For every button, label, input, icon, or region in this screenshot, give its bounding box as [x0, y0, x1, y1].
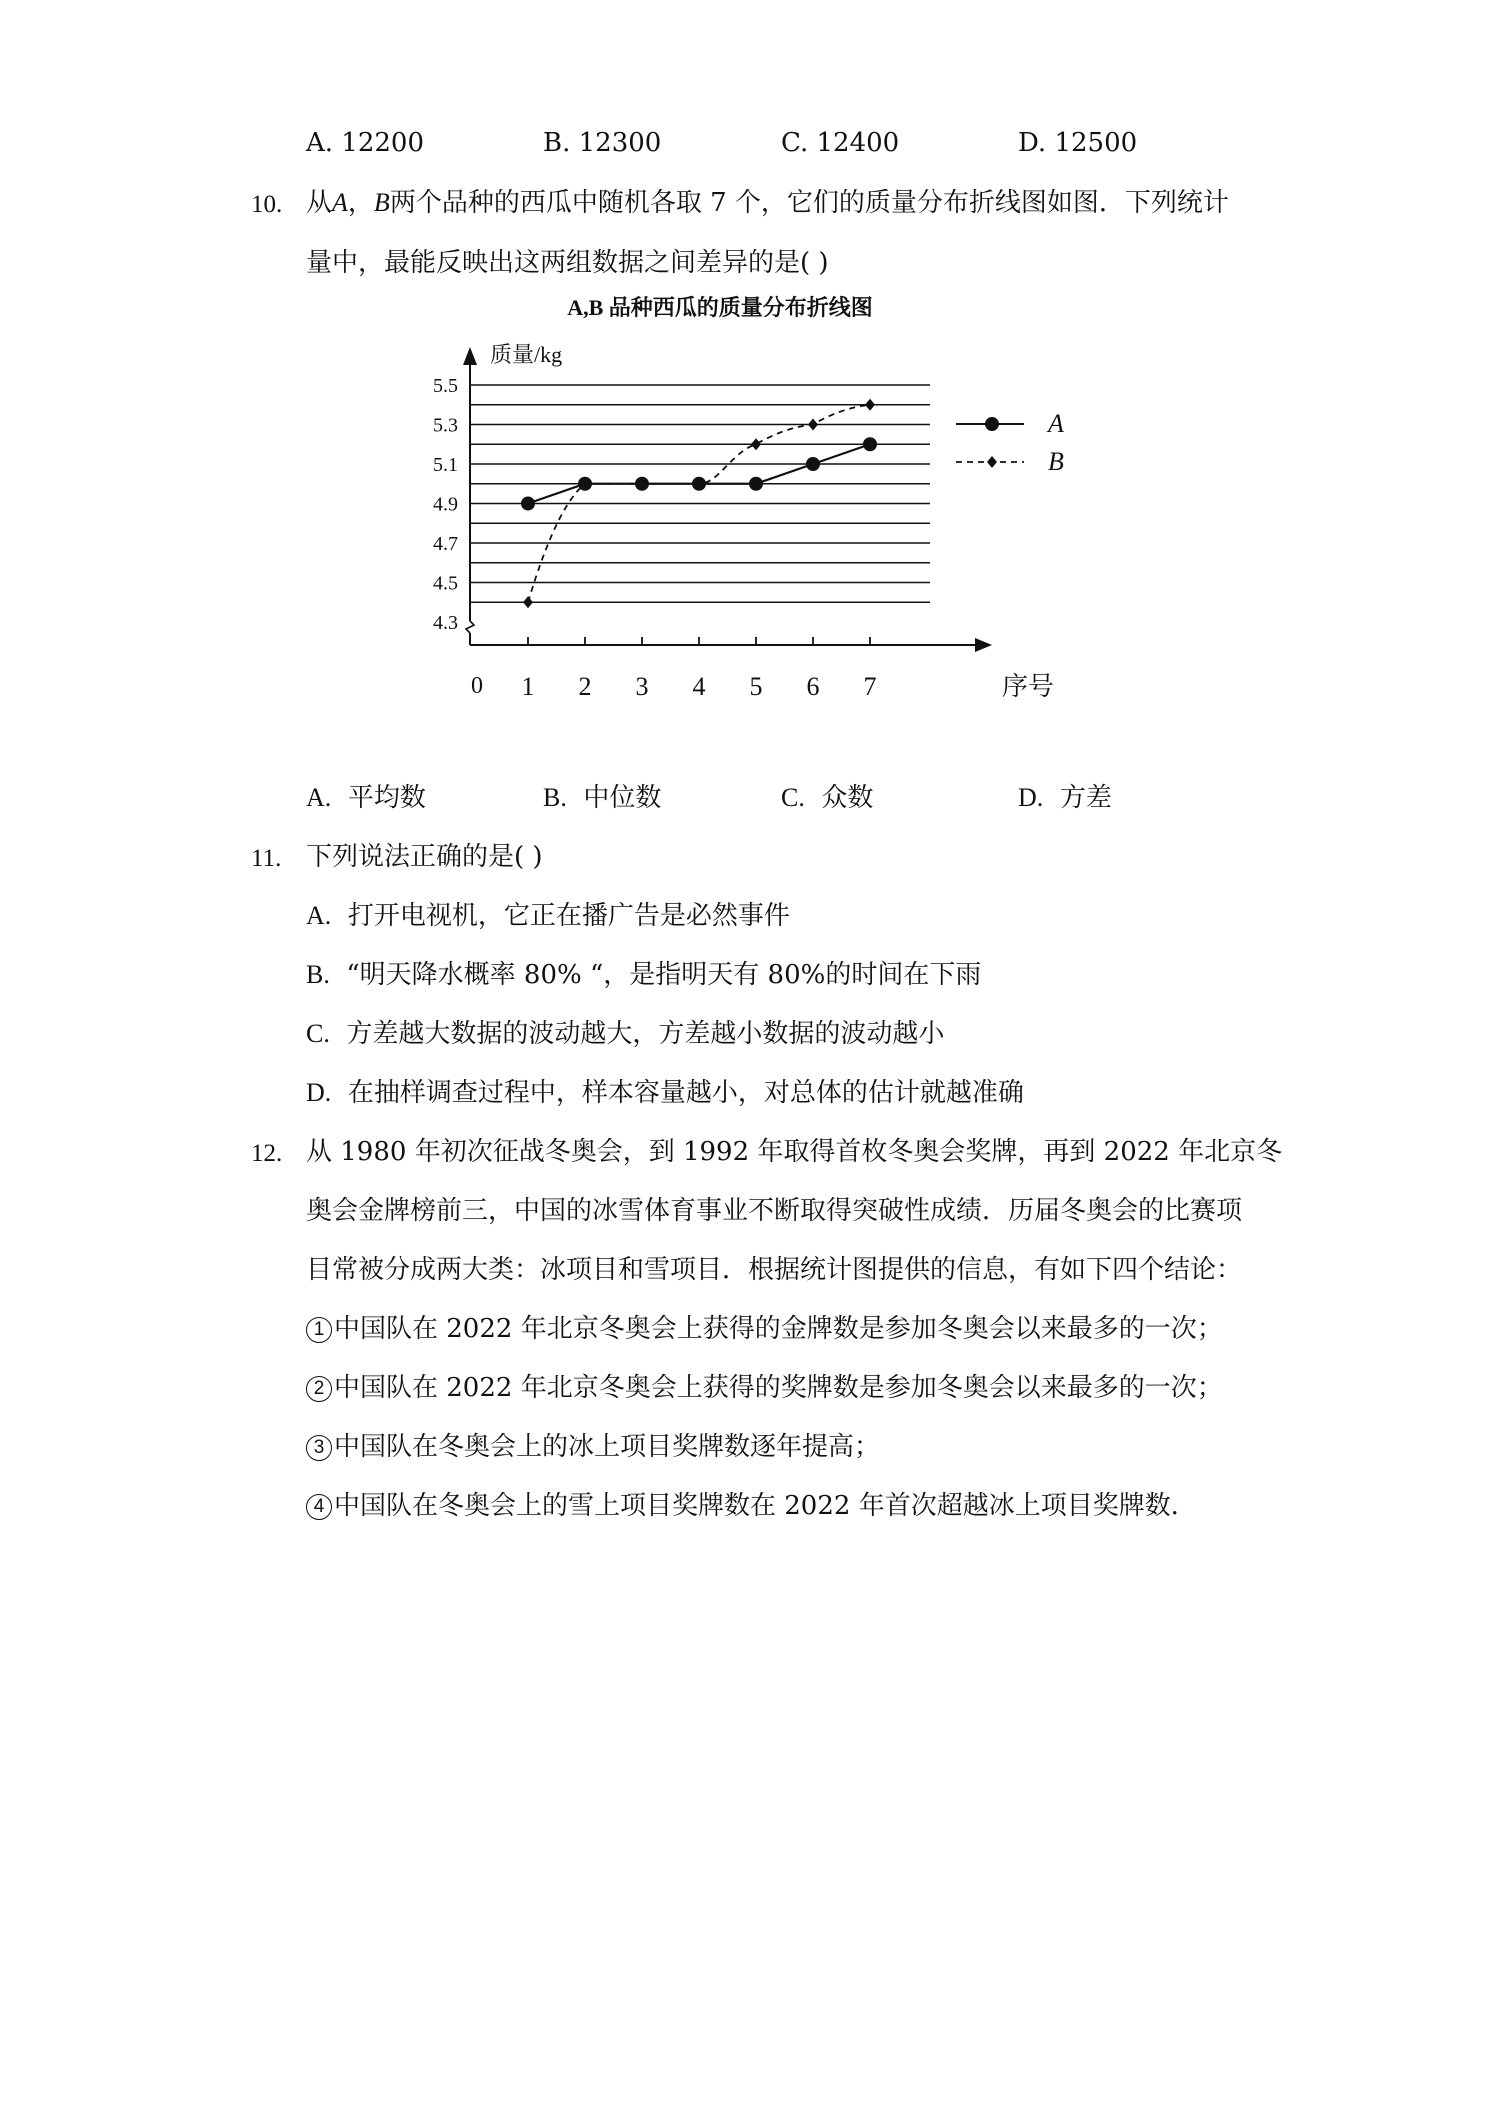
option-letter: D.: [306, 1078, 332, 1107]
x-tick-label: 3: [635, 672, 649, 701]
stem-text: 从: [306, 188, 333, 218]
q11-option-d: [306, 1080, 1024, 1106]
option-letter: C.: [781, 783, 805, 812]
series-b-point: [523, 596, 533, 608]
series-b-point: [808, 419, 818, 431]
series-b-point: [865, 399, 875, 411]
x-tick-label: 4: [692, 672, 706, 701]
option-letter: A.: [306, 783, 332, 812]
y-tick-label: 5.1: [433, 454, 458, 476]
origin-label: 0: [471, 673, 483, 699]
series-a-line: [528, 444, 870, 503]
question-stem-line-2: 量中，最能反映出这两组数据之间差异的是( ): [306, 248, 829, 278]
option-text: 方差: [1059, 783, 1112, 813]
option-letter: B.: [543, 783, 567, 812]
stem-comma: ，: [347, 188, 374, 218]
option-text: 在抽样调查过程中，样本容量越小，对总体的估计就越准确: [347, 1078, 1024, 1108]
q10-option-b: [543, 785, 661, 811]
option-text: “明天降水概率 80% “，是指明天有 80%的时间在下雨: [346, 960, 982, 990]
y-tick-label: 4.7: [433, 533, 458, 555]
y-tick-label: 4.3: [433, 612, 458, 634]
legend-a-marker: [985, 417, 999, 431]
question-stem: 下列说法正确的是( ): [306, 842, 543, 872]
conclusion-1: [306, 1316, 1223, 1343]
variable-b: B: [373, 188, 390, 217]
y-tick-label: 4.9: [433, 493, 458, 516]
q10-option-c: [781, 785, 873, 811]
series-a-point: [863, 437, 877, 451]
series-a-point: [692, 477, 706, 491]
stem-text-2: 两个品种的西瓜中随机各取 7 个，它们的质量分布折线图如图．下列统计: [389, 188, 1229, 218]
y-axis-label: 质量/kg: [490, 342, 563, 367]
option-letter: C.: [306, 1019, 330, 1048]
series-a-point: [521, 497, 535, 511]
option-text: 平均数: [347, 783, 426, 813]
series-b-point: [751, 438, 761, 450]
conclusion-3: [306, 1434, 880, 1461]
series-a-point: [578, 477, 592, 491]
circled-number: 3: [306, 1435, 332, 1461]
option-text: 打开电视机，它正在播广告是必然事件: [347, 901, 790, 931]
q10-option-d: [1018, 785, 1112, 811]
chart-title: A,B 品种西瓜的质量分布折线图: [567, 295, 873, 320]
option-letter: A.: [306, 901, 332, 930]
q11-option-a: [306, 903, 790, 929]
series-a-point: [806, 457, 820, 471]
q9-option-a: A. 12200: [306, 128, 425, 158]
series-a-point: [635, 477, 649, 491]
conclusion-2: [306, 1375, 1223, 1402]
y-tick-label: 4.5: [433, 572, 458, 595]
option-letter: B.: [306, 960, 330, 989]
question-number: 10.: [251, 191, 283, 218]
question-number: 12.: [251, 1140, 283, 1167]
x-axis-arrow: [975, 638, 992, 652]
q9-option-d: D. 12500: [1018, 128, 1138, 158]
option-text: 方差越大数据的波动越大，方差越小数据的波动越小: [346, 1019, 945, 1049]
q9-option-b: B. 12300: [543, 128, 662, 158]
conclusion-text: 中国队在 2022 年北京冬奥会上获得的金牌数是参加冬奥会以来最多的一次；: [334, 1314, 1223, 1344]
y-tick-label: 5.3: [433, 414, 458, 437]
question-stem: [306, 190, 1229, 216]
conclusion-text: 中国队在冬奥会上的雪上项目奖牌数在 2022 年首次超越冰上项目奖牌数．: [334, 1491, 1197, 1521]
q11-option-b: [306, 962, 981, 988]
legend-a-label: A: [1048, 409, 1064, 438]
circled-number: 2: [306, 1376, 332, 1402]
option-text: 众数: [821, 783, 874, 813]
x-tick-label: 7: [863, 672, 877, 701]
circled-number: 1: [306, 1317, 332, 1343]
series-a-point: [749, 477, 763, 491]
line-chart: [400, 285, 1120, 725]
y-axis-arrow: [463, 347, 477, 365]
chart-layer: [433, 295, 1064, 701]
option-text: 中位数: [583, 783, 662, 813]
question-number: 11.: [251, 845, 282, 872]
variable-a: A: [332, 188, 348, 217]
q11-option-c: [306, 1021, 944, 1047]
question-stem-line-3: 目常被分成两大类：冰项目和雪项目．根据统计图提供的信息，有如下四个结论：: [306, 1255, 1243, 1285]
option-letter: D.: [1018, 783, 1044, 812]
conclusion-4: [306, 1493, 1197, 1520]
question-stem-line-2: 奥会金牌榜前三，中国的冰雪体育事业不断取得突破性成绩．历届冬奥会的比赛项: [306, 1196, 1243, 1226]
conclusion-text: 中国队在冬奥会上的冰上项目奖牌数逐年提高；: [334, 1432, 881, 1462]
y-tick-label: 5.5: [433, 375, 458, 397]
x-tick-label: 6: [806, 672, 820, 701]
question-stem-line-1: 从 1980 年初次征战冬奥会，到 1992 年取得首枚冬奥会奖牌，再到 2022 年北京冬: [306, 1137, 1283, 1167]
q9-option-c: C. 12400: [781, 128, 900, 158]
x-tick-label: 5: [749, 672, 763, 701]
axis-break-mark: [466, 621, 474, 633]
x-tick-label: 1: [521, 672, 535, 701]
x-tick-label: 2: [578, 672, 592, 701]
legend-b-label: B: [1048, 447, 1064, 476]
legend-b-marker: [987, 456, 997, 468]
circled-number: 4: [306, 1494, 332, 1520]
x-axis-label: 序号: [1001, 672, 1055, 701]
q10-option-a: [306, 785, 426, 811]
conclusion-text: 中国队在 2022 年北京冬奥会上获得的奖牌数是参加冬奥会以来最多的一次；: [334, 1373, 1223, 1403]
